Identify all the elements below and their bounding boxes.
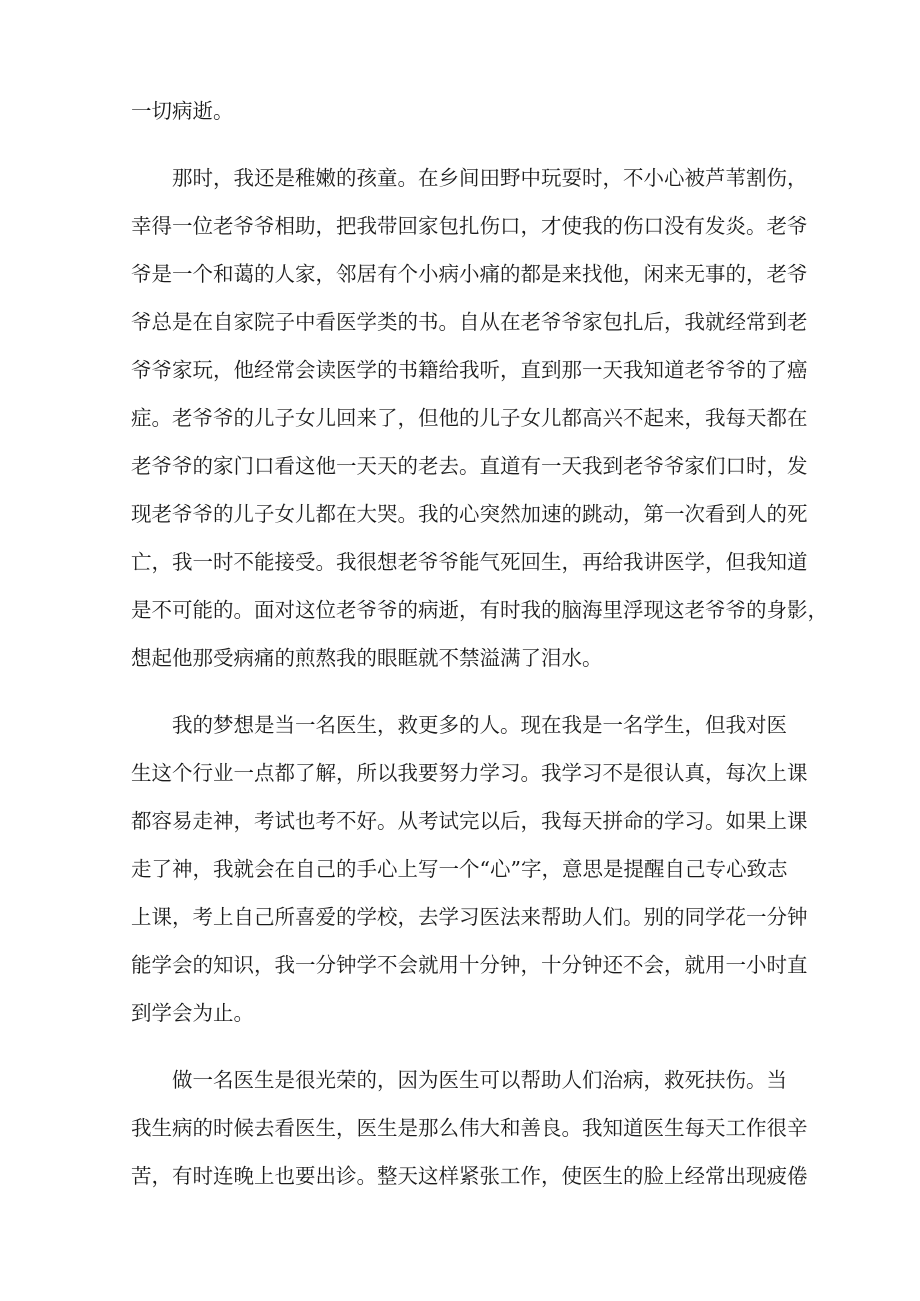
text-line: 那时，我还是稚嫩的孩童。在乡间田野中玩耍时，不小心被芦苇割伤，: [172, 166, 808, 190]
text-line: 爷总是在自家院子中看医学类的书。自从在老爷爷家包扎后，我就经常到老: [131, 310, 808, 334]
text-line: 做一名医生是很光荣的，因为医生可以帮助人们治病，救死扶伤。当: [172, 1068, 787, 1092]
text-line: 现老爷爷的儿子女儿都在大哭。我的心突然加速的跳动，第一次看到人的死: [131, 502, 808, 526]
text-line: 爷爷家玩，他经常会读医学的书籍给我听，直到那一天我知道老爷爷的了癌: [131, 358, 808, 382]
text-line: 生这个行业一点都了解，所以我要努力学习。我学习不是很认真，每次上课: [131, 761, 808, 785]
text-line: 我生病的时候去看医生，医生是那么伟大和善良。我知道医生每天工作很辛: [131, 1116, 808, 1140]
text-line: 走了神，我就会在自己的手心上写一个“心”字，意思是提醒自己专心致志: [131, 857, 788, 881]
text-line: 我的梦想是当一名医生，救更多的人。现在我是一名学生，但我对医: [172, 713, 787, 737]
text-line: 上课，考上自己所喜爱的学校，去学习医法来帮助人们。别的同学花一分钟: [131, 905, 808, 929]
text-line: 幸得一位老爷爷相助，把我带回家包扎伤口，才使我的伤口没有发炎。老爷: [131, 214, 808, 238]
text-line: 苦，有时连晚上也要出诊。整天这样紧张工作，使医生的脸上经常出现疲倦: [131, 1164, 808, 1188]
text-line: 是不可能的。面对这位老爷爷的病逝，有时我的脑海里浮现这老爷爷的身影，: [131, 598, 828, 622]
text-line: 想起他那受病痛的煎熬我的眼眶就不禁溢满了泪水。: [131, 646, 603, 670]
text-line: 亡，我一时不能接受。我很想老爷爷能气死回生，再给我讲医学，但我知道: [131, 550, 808, 574]
text-line: 症。老爷爷的儿子女儿回来了，但他的儿子女儿都高兴不起来，我每天都在: [131, 406, 808, 430]
text-line: 都容易走神，考试也考不好。从考试完以后，我每天拼命的学习。如果上课: [131, 809, 808, 833]
text-line: 一切病逝。: [131, 99, 234, 123]
text-line: 爷是一个和蔼的人家，邻居有个小病小痛的都是来找他，闲来无事的，老爷: [131, 262, 808, 286]
text-line: 老爷爷的家门口看这他一天天的老去。直道有一天我到老爷爷家们口时，发: [131, 454, 808, 478]
text-line: 到学会为止。: [131, 1001, 254, 1025]
text-line: 能学会的知识，我一分钟学不会就用十分钟，十分钟还不会，就用一小时直: [131, 953, 808, 977]
